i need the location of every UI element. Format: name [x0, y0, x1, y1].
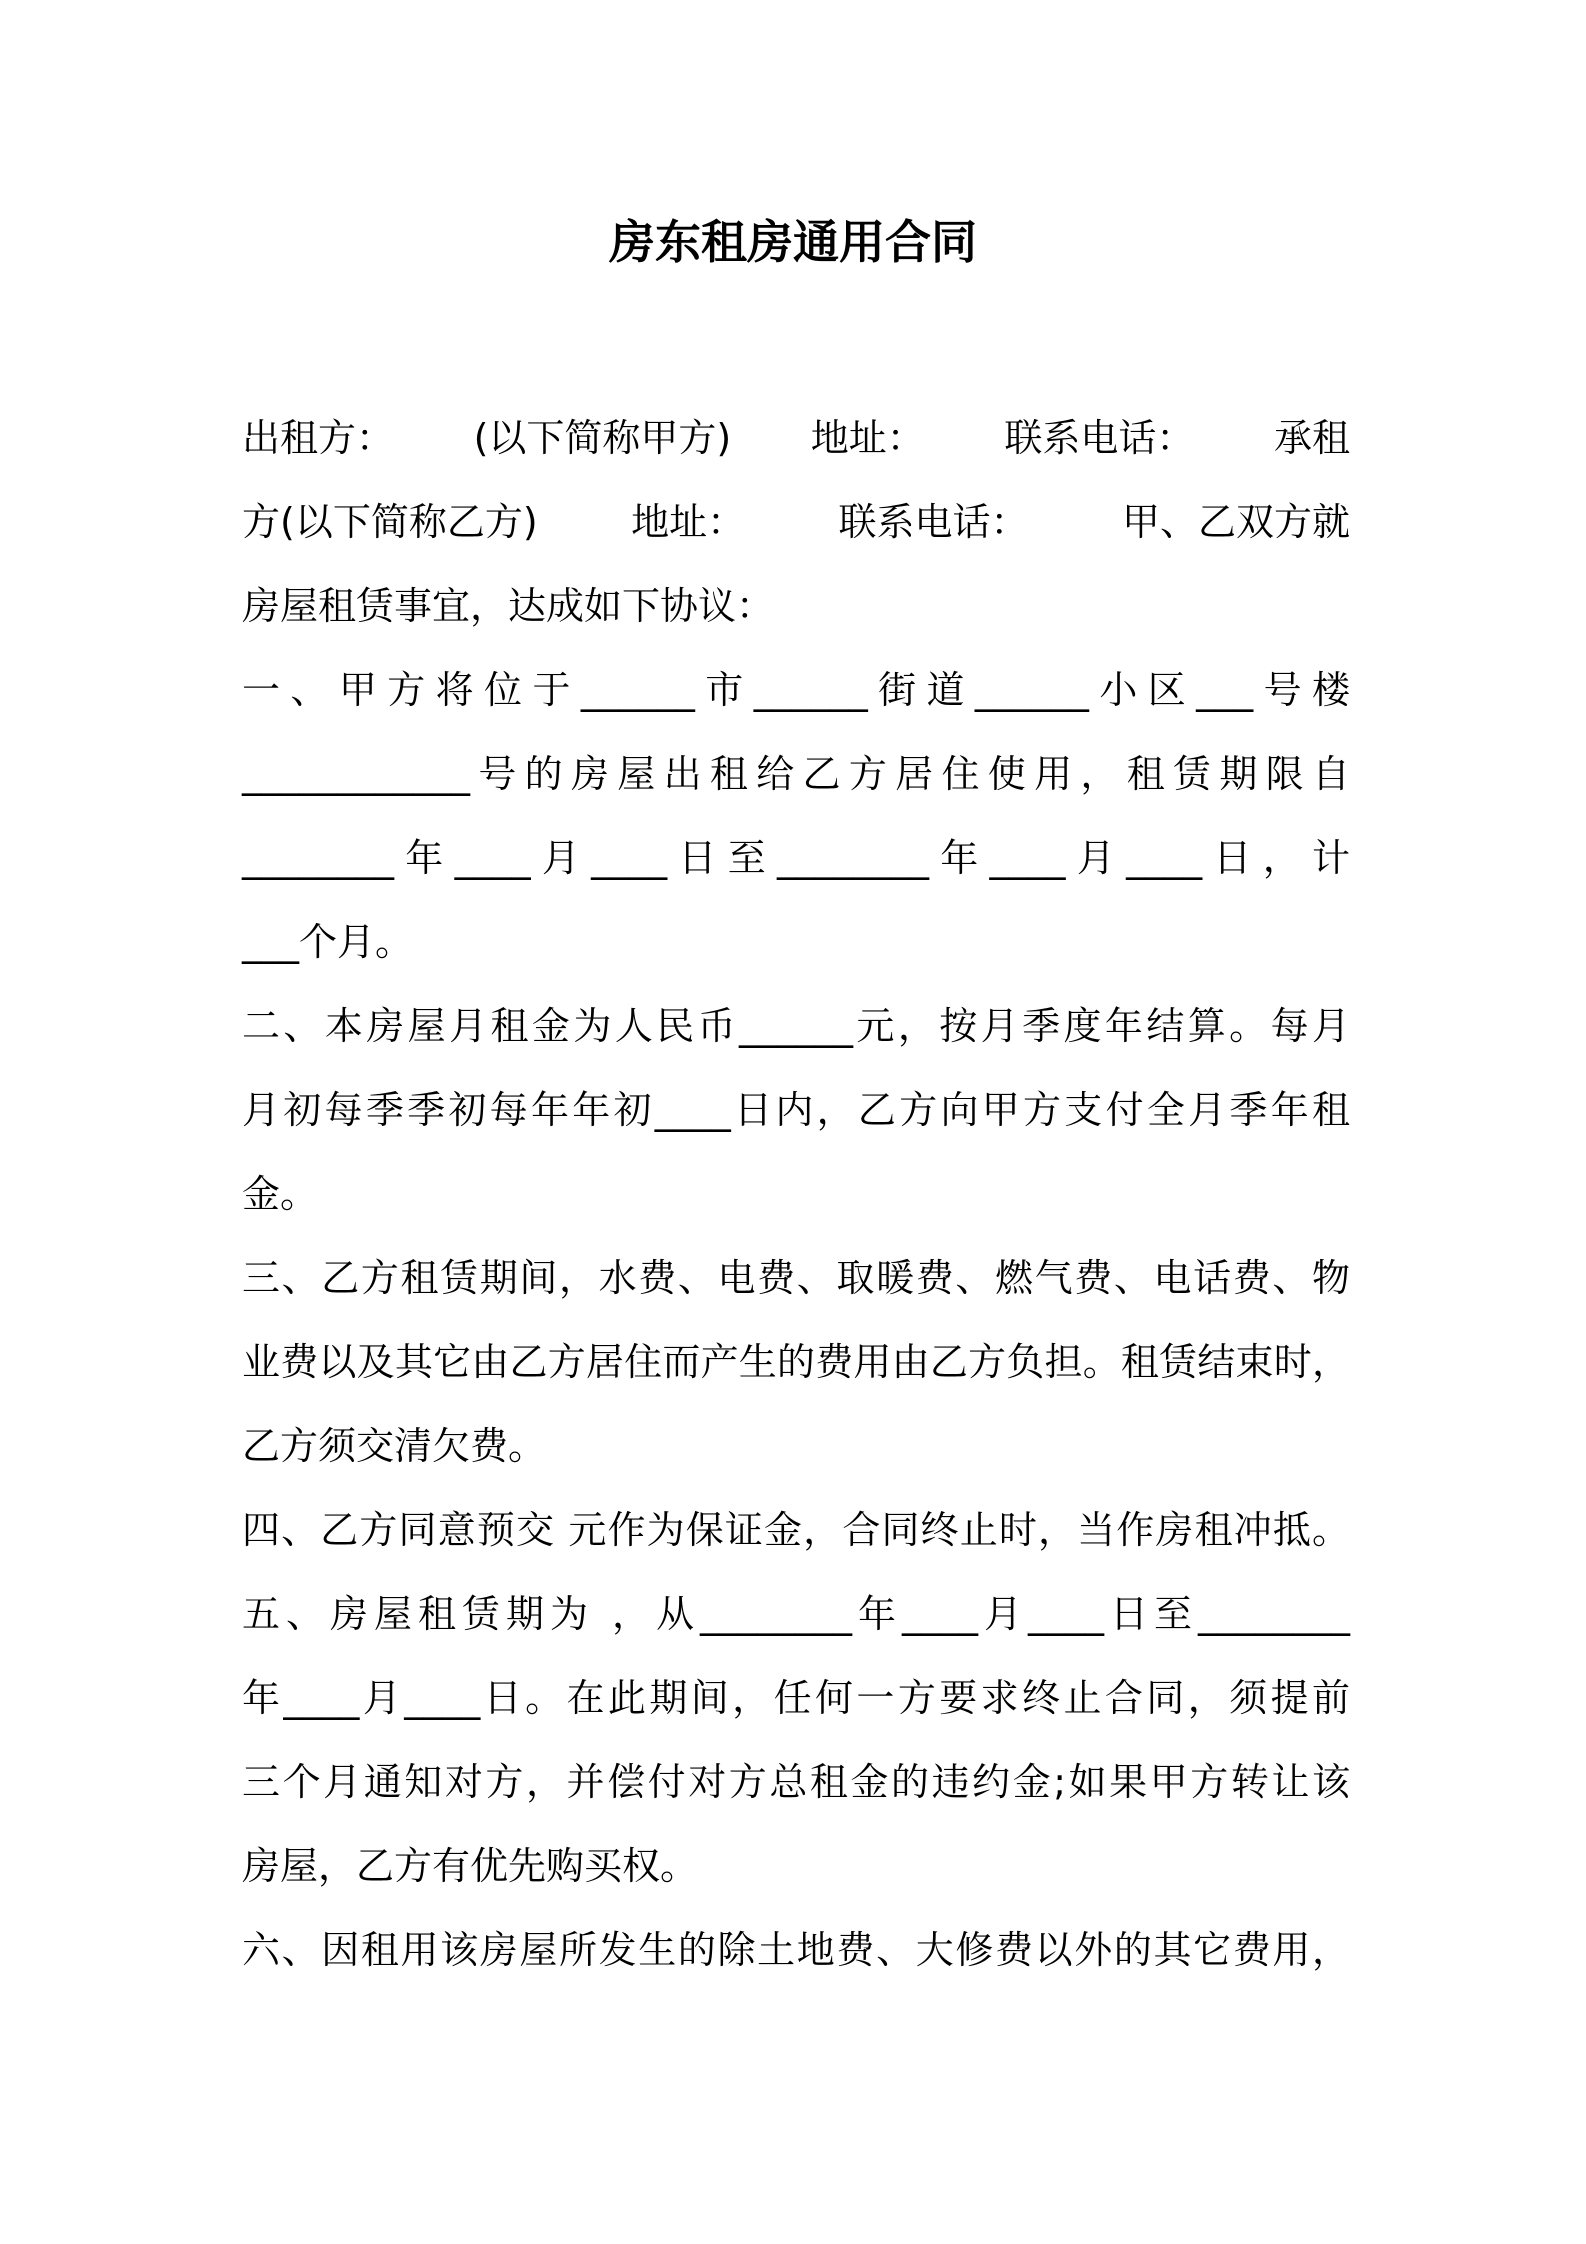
- lessor-address-label: 地址：: [810, 416, 925, 460]
- clause-line: 金。: [242, 1172, 319, 1216]
- clause-line: 二、本房屋月租金为人民币______元，按月季度年结算。每月: [242, 1004, 1350, 1048]
- lessee-phone-label: 联系电话：: [838, 500, 1029, 544]
- lessee-label-start: 承租: [1273, 416, 1350, 460]
- lessee-abbr: 方(以下简称乙方): [242, 500, 538, 544]
- clause-line: 四、乙方同意预交 元作为保证金，合同终止时，当作房租冲抵。: [242, 1508, 1350, 1552]
- clause-line: ________年____月____日至________年____月____日，计: [242, 836, 1350, 880]
- parties-line-2: [242, 492, 1350, 552]
- clause-line: 五、房屋租赁期为 ，从________年____月____日至________: [242, 1592, 1350, 1636]
- agreement-start: 甲、乙双方就: [1121, 500, 1350, 544]
- clause-line: 年____月____日。在此期间，任何一方要求终止合同，须提前: [242, 1676, 1350, 1720]
- parties-line-1: [242, 408, 1350, 468]
- lessor-phone-label: 联系电话：: [1004, 416, 1195, 460]
- clause-line: 一、甲方将位于______市______街道______小区___号楼: [242, 668, 1350, 712]
- parties-line-3: 房屋租赁事宜，达成如下协议：: [242, 584, 775, 628]
- clause-line: ____________号的房屋出租给乙方居住使用，租赁期限自: [242, 752, 1350, 796]
- lessor-abbr: (以下简称甲方): [473, 416, 732, 460]
- clause-line: 月初每季季初每年年初____日内，乙方向甲方支付全月季年租: [242, 1088, 1350, 1132]
- clause-line: 业费以及其它由乙方居住而产生的费用由乙方负担。租赁结束时，: [242, 1340, 1350, 1384]
- clause-line: 乙方须交清欠费。: [242, 1424, 547, 1468]
- clause-line: 三个月通知对方，并偿付对方总租金的违约金;如果甲方转让该: [242, 1760, 1350, 1804]
- clause-line: 房屋，乙方有优先购买权。: [242, 1844, 699, 1888]
- document-title: 房东租房通用合同: [609, 215, 977, 269]
- lessee-address-label: 地址：: [631, 500, 746, 544]
- clause-line: 六、因租用该房屋所发生的除土地费、大修费以外的其它费用，: [242, 1928, 1350, 1972]
- clause-line: ___个月。: [242, 920, 414, 964]
- clause-line: 三、乙方租赁期间，水费、电费、取暖费、燃气费、电话费、物: [242, 1256, 1350, 1300]
- lessor-label: 出租方：: [242, 416, 395, 460]
